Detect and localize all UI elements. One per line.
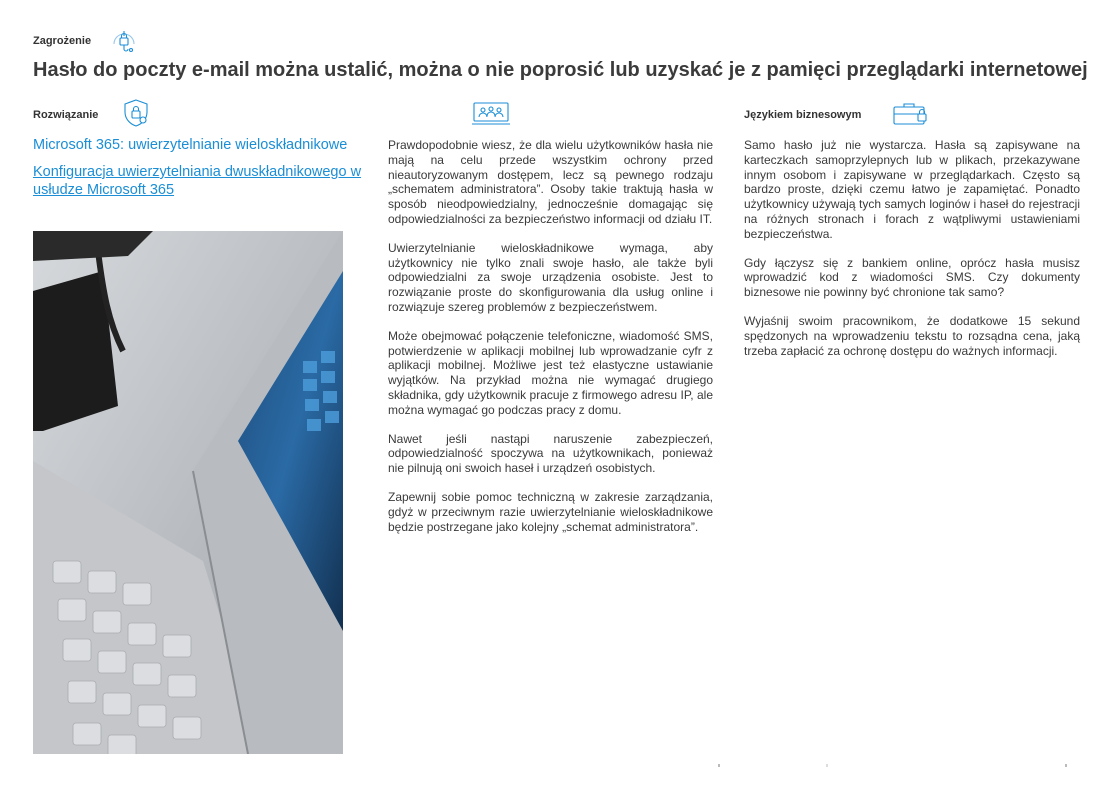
laptop-keyboard-photo — [33, 231, 343, 754]
solution-label: Rozwiązanie — [33, 109, 99, 121]
phishing-hook-icon — [110, 28, 138, 54]
paragraph: Gdy łączysz się z bankiem online, oprócz hasła musisz wprowadzić kod z wiadomości SMS. Czy dokumenty biznesowe nie powinny być chronione tak samo? — [744, 255, 1080, 300]
threat-label: Zagrożenie — [33, 35, 92, 47]
briefcase-lock-icon — [892, 101, 930, 127]
two-factor-config-link[interactable]: Konfiguracja uwierzytelniania dwuskładnikowego w usłudze Microsoft 365 — [33, 164, 362, 198]
mfa-link[interactable]: Microsoft 365: uwierzytelnianie wieloskładnikowe — [33, 137, 348, 153]
page-title: Hasło do poczty e-mail można ustalić, można o nie poprosić lub uzyskać je z pamięci przeglądarki internetowej — [33, 59, 1088, 81]
page-mark — [826, 764, 828, 767]
paragraph: Samo hasło już nie wystarcza. Hasła są zapisywane na karteczkach samoprzylepnych lub w plikach, przekazywane innym osobom i zapisywane w przeglądarkach. Często są bardzo proste, dzięki czemu łatwo je zapamiętać. Ponadto użytkownicy używają tych samych loginów i haseł do rejestracji na różnych stronach i forach z wątpliwymi ustawieniami bezpieczeństwa. — [744, 138, 1080, 241]
shield-lock-icon — [122, 98, 150, 128]
team-screen-icon — [471, 101, 511, 127]
page-mark — [718, 764, 720, 767]
business-column — [744, 138, 1080, 372]
business-label: Językiem biznesowym — [744, 109, 862, 121]
paragraph: Może obejmować połączenie telefoniczne, wiadomość SMS, potwierdzenie w aplikacji mobilnej lub wprowadzanie cyfr z aplikacji mobilnej. Możliwe jest też elastyczne ustawianie wyjątków. Na przykład można nie wymagać drugiego składnika, gdy użytkownik pracuje z firmowego adresu IP, ale można wymagać go podczas pracy z domu. — [388, 328, 713, 417]
paragraph: Nawet jeśli nastąpi naruszenie zabezpieczeń, odpowiedzialność spoczywa na użytkownikach, ponieważ nie pilnują oni swoich haseł i urządzeń osobistych. — [388, 431, 713, 476]
paragraph: Wyjaśnij swoim pracownikom, że dodatkowe 15 sekund spędzonych na wprowadzeniu tekstu to rozsądna cena, jaką trzeba zapłacić za ochronę dostępu do ważnych informacji. — [744, 313, 1080, 358]
paragraph: Uwierzytelnianie wieloskładnikowe wymaga, aby użytkownicy nie tylko znali swoje hasło, ale także byli odpowiedzialni za swoje urządzenia osobiste. Jest to rozwiązanie proste do skonfigurowania dla usług online i rozwiązuje szereg problemów z bezpieczeństwem. — [388, 240, 713, 314]
paragraph: Prawdopodobnie wiesz, że dla wielu użytkowników hasła nie mają na celu przede wszystkim ochrony przed nieautoryzowanym dostępem, lecz są pewnego rodzaju „schematem administratora”. Osoby takie traktują hasła w sposób nieodpowiedzialny, jednocześnie domagając się odpowiedzialności za bezpieczeństwo informacji od działu IT. — [388, 138, 713, 226]
middle-column — [388, 138, 713, 548]
paragraph: Zapewnij sobie pomoc techniczną w zakresie zarządzania, gdyż w przeciwnym razie uwierzytelnianie wieloskładnikowe będzie postrzegane jako kolejny „schemat administratora”. — [388, 489, 713, 534]
page-mark — [1065, 764, 1067, 767]
